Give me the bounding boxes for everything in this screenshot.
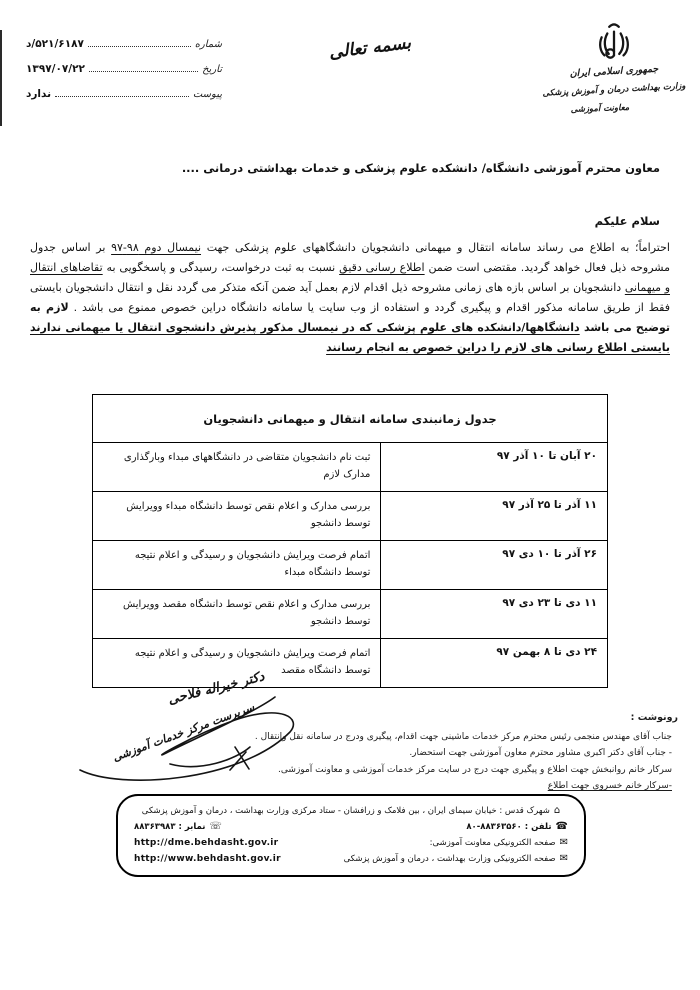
cc-block bbox=[236, 710, 678, 795]
table-row bbox=[93, 443, 608, 492]
table-row bbox=[93, 590, 608, 639]
envelope-icon: ✉ bbox=[559, 853, 568, 864]
letter-number-value: ۵۲۱/۶۱۸۷/د bbox=[26, 38, 84, 50]
signature-title-script: سرپرست مرکز خدمات آموزشی bbox=[110, 700, 257, 765]
phone-text: تلفن : ۸۸۳۶۳۵۶۰-۸۰ bbox=[466, 822, 552, 832]
cc-item: سرکار خانم روانبخش جهت اطلاع و پیگیری جهت درج در سایت مرکز خدمات آموزشی و معاونت آموزشی. bbox=[278, 764, 672, 775]
ministry-page-url: http://www.behdasht.gov.ir bbox=[134, 854, 281, 864]
cc-item: -سرکار خانم خسروی جهت اطلاع bbox=[547, 781, 672, 791]
letter-date-row bbox=[26, 63, 222, 75]
action-cell: بررسی مدارک و اعلام نقص توسط دانشگاه مبداء وویرایش توسط دانشجو bbox=[93, 492, 381, 541]
letter-attachment-label: پیوست bbox=[192, 89, 222, 100]
body-text-segment: نسبت به ثبت درخواست، رسیدگی و پاسخگویی به bbox=[102, 261, 340, 274]
building-icon: ⌂ bbox=[553, 805, 561, 816]
letter-number-label: شماره bbox=[194, 39, 222, 50]
cc-title: رونوشت : bbox=[630, 712, 678, 723]
body-text-segment: بر اساس جدول مشروحه ذیل فعال خواهد گردید. مقتضی است ضمن bbox=[30, 241, 670, 274]
scan-artifact bbox=[0, 30, 2, 126]
phone-icon: ☎ bbox=[555, 821, 568, 832]
ministry-page-label: صفحه الکترونیکی وزارت بهداشت ، درمان و آموزش پزشکی bbox=[343, 854, 556, 864]
education-page-url: http://dme.behdasht.gov.ir bbox=[134, 838, 279, 848]
body-text-underlined: تقاضاهای انتقال و میهمانی bbox=[30, 261, 670, 294]
body-paragraph bbox=[30, 238, 670, 358]
body-text-bold-underlined: دانشگاهها/دانشکده های علوم پزشکی که در نیمسال مذکور پذیرش دانشجوی انتقال یا میهمانی ندارند بایستی اطلاع رسانی های لازم را دراین خصوص به انجام رسانند bbox=[30, 321, 670, 354]
table-row bbox=[93, 492, 608, 541]
letterhead-country: جمهوری اسلامی ایران bbox=[569, 63, 659, 80]
education-page-label: صفحه الکترونیکی معاونت آموزشی: bbox=[429, 838, 556, 848]
action-cell: بررسی مدارک و اعلام نقص توسط دانشگاه مقصد وویرایش توسط دانشجو bbox=[93, 590, 381, 639]
letter-attachment-value: ندارد bbox=[26, 88, 52, 100]
addressee-line: معاون محترم آموزشی دانشگاه/ دانشکده علوم پزشکی و خدمات بهداشتی درمانی .... bbox=[181, 161, 660, 175]
phone-fax-line bbox=[134, 819, 568, 835]
action-cell: اتمام فرصت ویرایش دانشجویان و رسیدگی و اعلام نتیجه توسط دانشگاه مقصد bbox=[93, 639, 381, 688]
date-cell: ۲۴ دی تا ۸ بهمن ۹۷ bbox=[381, 639, 608, 688]
education-page-line bbox=[134, 835, 568, 851]
body-text-segment: احتراماً؛ به اطلاع می رساند سامانه انتقال و میهمانی دانشجویان دانشگاههای علوم پزشکی جهت bbox=[201, 241, 670, 254]
cc-item: - جناب آقای دکتر اکبری مشاور محترم معاون آموزشی جهت استحضار. bbox=[409, 748, 672, 758]
fax-text: نمابر : ۸۸۳۶۳۹۸۳ bbox=[134, 822, 206, 832]
fax-icon: ☏ bbox=[209, 821, 222, 832]
address-text: شهرک قدس : خیابان سیمای ایران ، بین فلامک و زرافشان - ستاد مرکزی وزارت بهداشت ، درمان و آموزش پزشکی bbox=[141, 806, 550, 816]
signature-name-script: دکتر خیراله فلاحی bbox=[166, 669, 266, 708]
letter-attachment-row bbox=[26, 88, 222, 100]
dotted-leader bbox=[89, 71, 198, 72]
table-title: جدول زمانبندی سامانه انتقال و میهمانی دانشجویان bbox=[203, 411, 497, 426]
body-text-bold: لازم به توضیح می باشد bbox=[30, 301, 670, 334]
table-row bbox=[93, 541, 608, 590]
body-text-underlined: اطلاع رسانی دقیق bbox=[339, 261, 425, 274]
education-page-label-segment bbox=[430, 835, 568, 851]
letterhead-ministry: وزارت بهداشت درمان و آموزش پزشکی bbox=[542, 81, 686, 99]
letter-number-row bbox=[26, 38, 222, 50]
letterhead-deputy: معاونت آموزشی bbox=[570, 102, 630, 116]
letter-meta-block bbox=[26, 38, 222, 113]
envelope-icon: ✉ bbox=[559, 837, 568, 848]
table-title-row bbox=[93, 395, 608, 443]
fax-segment bbox=[134, 819, 222, 835]
date-cell: ۲۰ آبان تا ۱۰ آذر ۹۷ bbox=[381, 443, 608, 492]
footer-contact-box bbox=[116, 794, 586, 877]
date-cell: ۱۱ دی تا ۲۳ دی ۹۷ bbox=[381, 590, 608, 639]
salutation-line: سلام علیکم bbox=[594, 214, 660, 228]
dotted-leader bbox=[88, 46, 191, 47]
cc-item: جناب آقای مهندس منجمی رئیس محترم مرکز خدمات ماشینی جهت اقدام، پیگیری ودرج در سامانه نقل وانتقال . bbox=[254, 731, 672, 742]
date-cell: ۱۱ آذر تا ۲۵ آذر ۹۷ bbox=[381, 492, 608, 541]
action-cell: ثبت نام دانشجویان متقاضی در دانشگاههای مبداء وبارگذاری مدارک لازم bbox=[93, 443, 381, 492]
address-line bbox=[134, 803, 568, 819]
letter-date-value: ۱۳۹۷/۰۷/۲۲ bbox=[26, 63, 85, 75]
dotted-leader bbox=[55, 96, 189, 97]
body-text-segment: دانشجویان بر اساس بازه های زمانی مشروحه ذیل اقدام لازم بعمل آید ضمن آنکه متذکر می گردد نقل و انتقال دانشجویان بایستی فقط از طریق سامانه مذکور اقدام و پیگیری گردد و استفاده از وب سایت یا سامانه دانشگاه دراین خصوص ممنوع می باشد . bbox=[30, 281, 671, 314]
iran-coat-of-arms-icon bbox=[595, 22, 633, 64]
phone-segment bbox=[466, 819, 568, 835]
body-text-underlined: نیمسال دوم ۹۸-۹۷ bbox=[111, 241, 202, 254]
besmellah-calligraphy: بسمه تعالی bbox=[327, 33, 413, 63]
ministry-page-line bbox=[134, 851, 568, 867]
letterhead bbox=[534, 22, 694, 114]
date-cell: ۲۶ آذر تا ۱۰ دی ۹۷ bbox=[381, 541, 608, 590]
schedule-table bbox=[92, 394, 608, 688]
letter-date-label: تاریخ bbox=[202, 64, 222, 75]
table-title-cell bbox=[93, 395, 608, 443]
action-cell: اتمام فرصت ویرایش دانشجویان و رسیدگی و اعلام نتیجه توسط دانشگاه مبداء bbox=[93, 541, 381, 590]
ministry-page-label-segment bbox=[344, 851, 568, 867]
